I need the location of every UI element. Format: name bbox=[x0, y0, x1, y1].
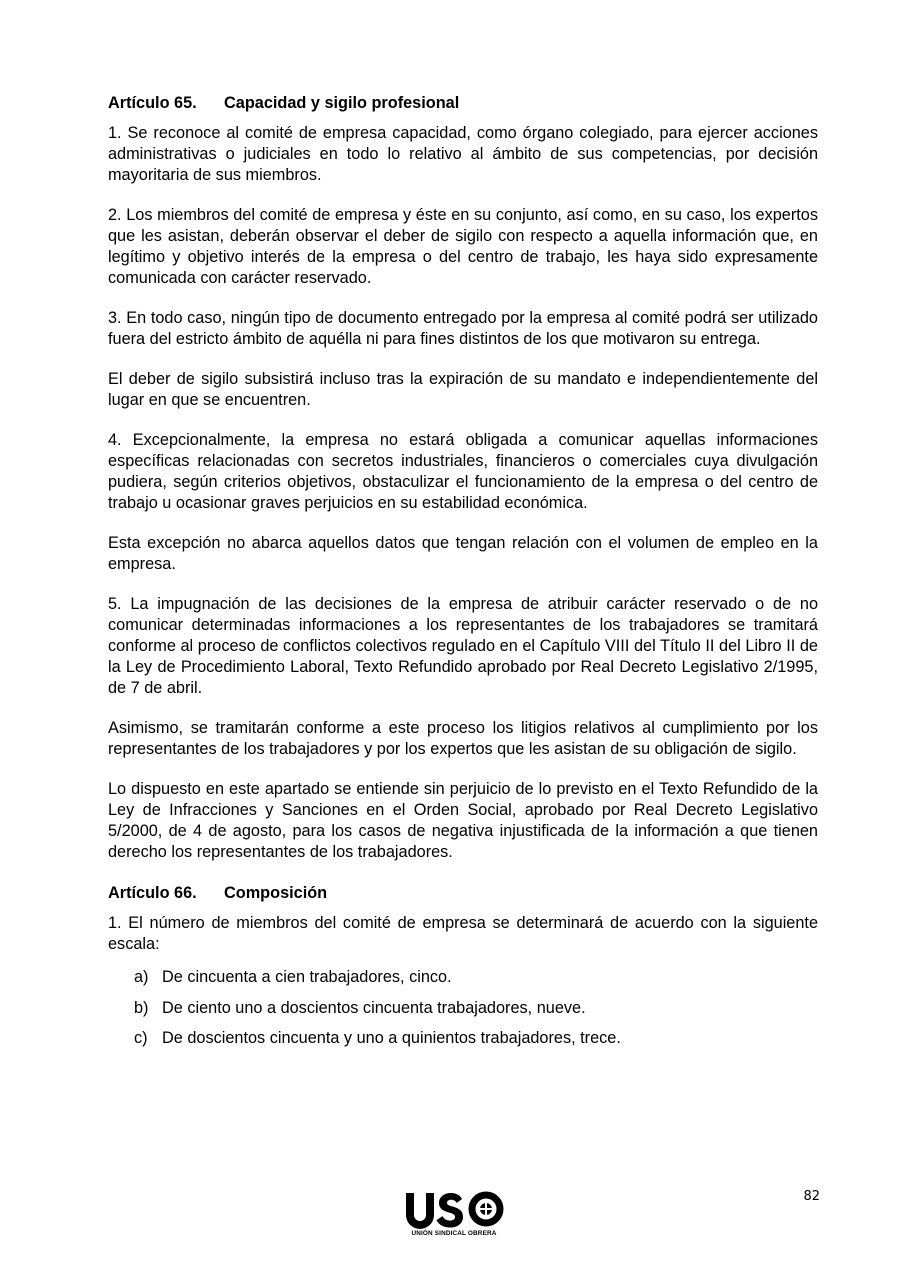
paragraph: Esta excepción no abarca aquellos datos que tengan relación con el volumen de empleo en la empresa. bbox=[108, 534, 818, 573]
list-marker: c) bbox=[134, 1029, 148, 1047]
list-item bbox=[134, 967, 818, 988]
list-marker: a) bbox=[134, 968, 149, 986]
article-title: Capacidad y sigilo profesional bbox=[224, 94, 460, 112]
paragraph: El deber de sigilo subsistirá incluso tras la expiración de su mandato e independientemente del lugar en que se encuentren. bbox=[108, 370, 818, 409]
paragraph: 2. Los miembros del comité de empresa y éste en su conjunto, así como, en su caso, los expertos que les asistan, deberán observar el deber de sigilo con respecto a aquella información que, en legítimo y objetivo interés de la empresa o del centro de trabajo, les haya sido expresamente comunicada con carácter reservado. bbox=[108, 206, 818, 287]
list-item bbox=[134, 1028, 818, 1049]
scale-list bbox=[108, 967, 818, 1049]
article-66-heading bbox=[108, 882, 818, 904]
article-title: Composición bbox=[224, 884, 328, 902]
page-number: 82 bbox=[803, 1189, 820, 1204]
list-marker: b) bbox=[134, 998, 149, 1017]
list-item-text: De ciento uno a doscientos cincuenta trabajadores, nueve. bbox=[162, 998, 586, 1017]
list-item-text: De cincuenta a cien trabajadores, cinco. bbox=[162, 968, 452, 986]
paragraph: 3. En todo caso, ningún tipo de documento entregado por la empresa al comité podrá ser utilizado fuera del estricto ámbito de aquélla ni para fines distintos de los que motivaron su entrega. bbox=[108, 309, 818, 348]
paragraph: Asimismo, se tramitarán conforme a este proceso los litigios relativos al cumplimiento por los representantes de los trabajadores y por los expertos que les asistan de su obligación de sigilo. bbox=[108, 719, 818, 758]
paragraph: Lo dispuesto en este apartado se entiende sin perjuicio de lo previsto en el Texto Refundido de la Ley de Infracciones y Sanciones en el Orden Social, aprobado por Real Decreto Legislativo 5/2000, de 4 de agosto, para los casos de negativa injustificada de la información a que tienen derecho los representantes de los trabajadores. bbox=[108, 780, 818, 861]
article-65-heading bbox=[108, 92, 818, 114]
logo-subtitle: UNIÓN SINDICAL OBRERA bbox=[411, 1230, 497, 1237]
paragraph: 1. Se reconoce al comité de empresa capacidad, como órgano colegiado, para ejercer acciones administrativas o judiciales en todo lo relativo al ámbito de sus competencias, por decisión mayoritaria de sus miembros. bbox=[108, 124, 818, 184]
list-item bbox=[134, 998, 818, 1019]
article-number: Artículo 65. bbox=[108, 94, 197, 112]
paragraph: 1. El número de miembros del comité de empresa se determinará de acuerdo con la siguiente escala: bbox=[108, 914, 818, 953]
article-number: Artículo 66. bbox=[108, 884, 197, 902]
paragraph: 4. Excepcionalmente, la empresa no estará obligada a comunicar aquellas informaciones específicas relacionadas con secretos industriales, financieros o comerciales cuya divulgación pudiera, según criterios objetivos, obstaculizar el funcionamiento de la empresa o del centro de trabajo u ocasionar graves perjuicios en su estabilidad económica. bbox=[108, 431, 818, 512]
paragraph: 5. La impugnación de las decisiones de la empresa de atribuir carácter reservado o de no comunicar determinadas informaciones a los representantes de los trabajadores se tramitará conforme al proceso de conflictos colectivos regulado en el Capítulo VIII del Título II del Libro II de la Ley de Procedimiento Laboral, Texto Refundido aprobado por Real Decreto Legislativo 2/1995, de 7 de abril. bbox=[108, 595, 818, 697]
list-item-text: De doscientos cincuenta y uno a quinientos trabajadores, trece. bbox=[162, 1029, 621, 1047]
document-page bbox=[108, 92, 818, 1059]
